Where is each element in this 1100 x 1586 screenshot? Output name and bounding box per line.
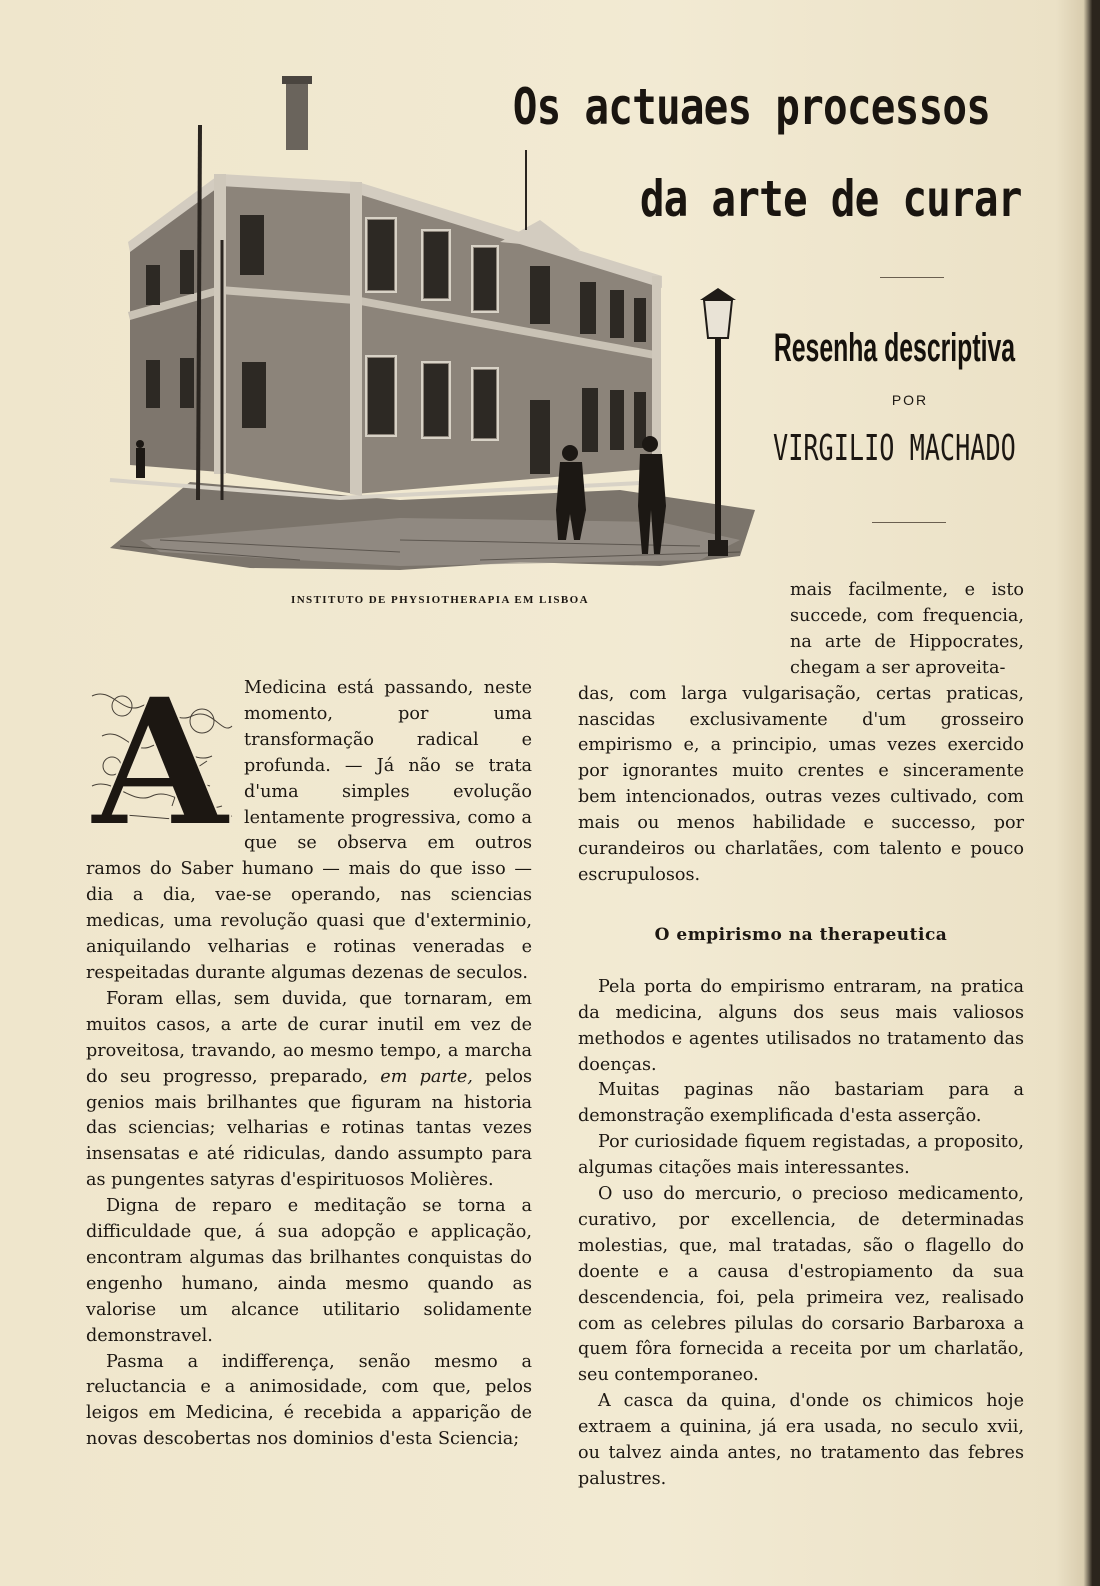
- right-paragraph-5: O uso do mercurio, o precioso medicamento, curativo, por excellencia, de determinadas molestias, que, mal tratadas, são o flagello do doente e a causa d'estropiamento da sua descendencia, foi, pela primeira vez, realisado com as celebres pilulas do corsario Barbaroxa a quem fôra fornecida a receita por um charlatão, seu contemporaneo.: [578, 1184, 1024, 1386]
- left-paragraph-1: Medicina está passando, neste momento, por uma transformação radical e profunda. — Já não se trata d'uma simples evolução lentamente progressiva, como a que se observa em outros ramos do Saber humano — mais do que isso — dia a dia, vae-se operando, nas sciencias medicas, uma revolução quasi que d'exterminio, aniquilando velharias e rotinas veneradas e respeitadas durante algumas dezenas de seculos.: [86, 678, 532, 983]
- section-heading: O empirismo na therapeutica: [654, 924, 948, 945]
- byline-label: POR: [891, 392, 929, 408]
- building-photo: [100, 70, 760, 580]
- right-paragraph-6: A casca da quina, d'onde os chimicos hoje extraem a quinina, já era usada, no seculo xvii, ou talvez ainda antes, no tratamento das febres palustres.: [578, 1391, 1024, 1489]
- divider-bottom: [872, 522, 946, 523]
- divider-top: [880, 277, 944, 278]
- right-paragraph-2: Pela porta do empirismo entraram, na pratica da medicina, alguns dos seus mais valiosos methodos e agentes utilisados no tratamento das doenças.: [578, 976, 1024, 1075]
- photo-caption: INSTITUTO DE PHYSIOTHERAPIA EM LISBOA: [291, 594, 589, 606]
- title-line-1: Os actuaes processos: [512, 78, 990, 136]
- right-paragraph-1-top: mais facilmente, e isto succede, com frequencia, na arte de Hippocrates, chegam a ser aproveita-: [790, 580, 1024, 678]
- dropcap-letter: A: [91, 676, 229, 834]
- subtitle: Resenha descriptiva: [773, 326, 1015, 370]
- right-paragraph-1-rest: das, com larga vulgarisação, certas praticas, nascidas exclusivamente d'um grosseiro empirismo e, a principio, umas vezes exercido por ignorantes muito crentes e sinceramente bem intencionados, outras vezes cultivado, com mais ou menos habilidade e successo, por curandeiros ou charlatães, com talento e pouco escrupulosos.: [578, 683, 1024, 885]
- right-paragraph-3: Muitas paginas não bastariam para a demonstração exemplificada d'esta asserção.: [578, 1080, 1024, 1127]
- left-column: [86, 676, 532, 1453]
- right-paragraph-4: Por curiosidade fiquem registadas, a proposito, algumas citações mais interessantes.: [578, 1132, 1024, 1179]
- author-name: VIRGILIO MACHADO: [773, 428, 1016, 469]
- right-column: [578, 578, 1024, 1493]
- title-line-2: da arte de curar: [640, 170, 1022, 228]
- left-paragraph-2: Foram ellas, sem duvida, que tornaram, em muitos casos, a arte de curar inutil em vez de proveitosa, travando, ao mesmo tempo, a marcha do seu progresso, preparado, em parte, pelos genios mais brilhantes que figuram na historia das sciencias; velharias e rotinas tantas vezes insensatas e até ridiculas, dando assumpto para as pungentes satyras d'espirituosos Molières.: [86, 988, 532, 1191]
- ornamental-dropcap: [82, 676, 238, 834]
- left-paragraph-4: Pasma a indifferença, senão mesmo a reluctancia e a animosidade, com que, pelos leigos em Medicina, é recebida a apparição de novas descobertas nos dominios d'esta Sciencia;: [86, 1351, 532, 1450]
- left-paragraph-3: Digna de reparo e meditação se torna a difficuldade que, á sua adopção e applicação, encontram algumas das brilhantes conquistas do engenho humano, ainda mesmo quando as valorise um alcance utilitario solidamente demonstravel.: [86, 1196, 532, 1346]
- italic-phrase: em parte,: [380, 1066, 473, 1087]
